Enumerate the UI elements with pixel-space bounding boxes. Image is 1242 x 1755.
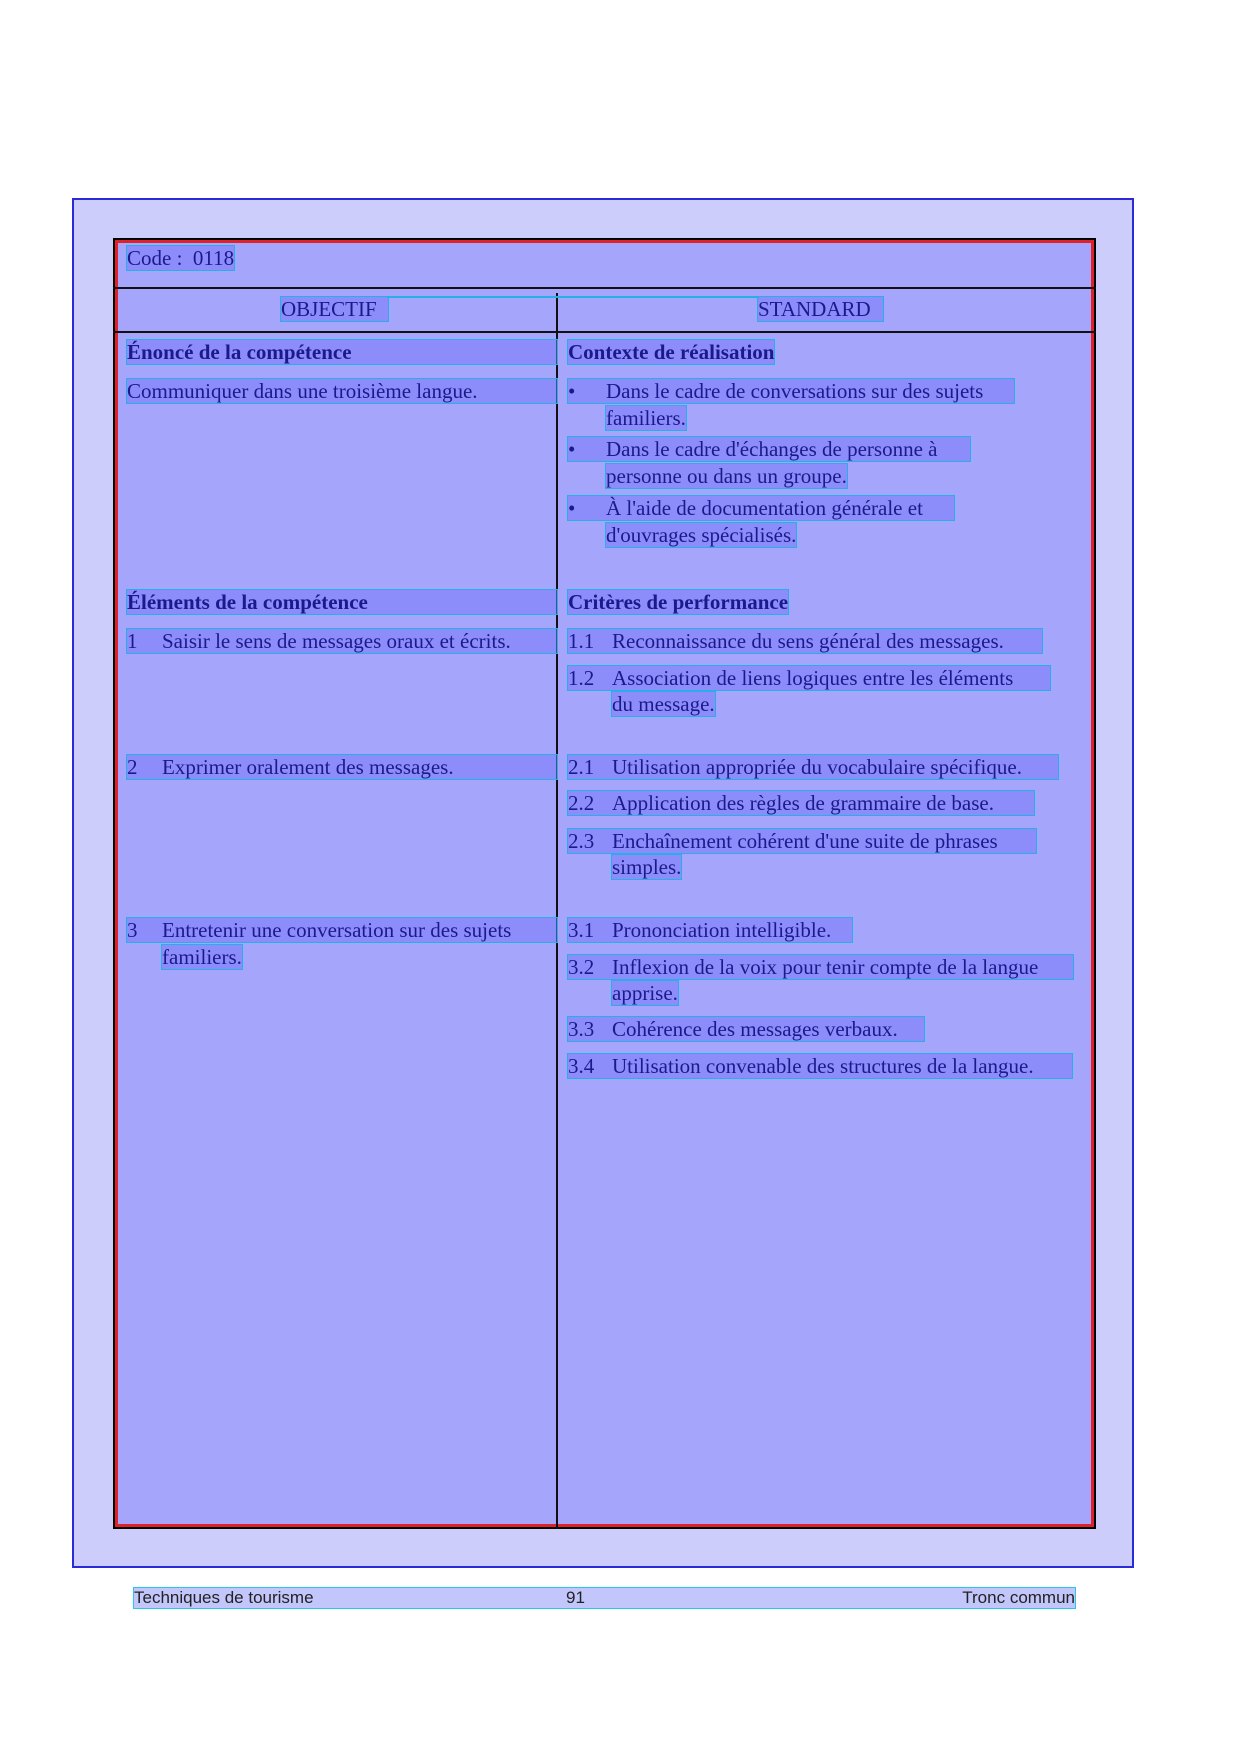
footer-right: Tronc commun: [962, 1588, 1075, 1607]
critere-2-1: 2.1 Utilisation appropriée du vocabulaire spécifique.: [568, 755, 1058, 779]
enonce-title: Énoncé de la compétence: [127, 340, 557, 364]
elements-title: Éléments de la compétence: [127, 590, 557, 614]
table-outline: [113, 238, 1096, 1529]
page-footer: [134, 1588, 1075, 1608]
footer-left: Techniques de tourisme: [134, 1588, 314, 1607]
header-standard: STANDARD: [758, 297, 883, 321]
page-number: 91: [566, 1588, 585, 1607]
element-item-3-cont: familiers.: [162, 945, 242, 969]
header-divider: [113, 287, 1096, 289]
column-header-divider: [113, 331, 1096, 333]
column-divider: [556, 293, 558, 1529]
critere-3-4: 3.4 Utilisation convenable des structures de la langue.: [568, 1054, 1072, 1078]
critere-1-2-cont: du message.: [612, 692, 715, 716]
bullet: •: [568, 437, 576, 461]
criteres-title: Critères de performance: [568, 590, 789, 614]
element-item-1: 1 Saisir le sens de messages oraux et écrits.: [127, 629, 557, 653]
contexte-item-3: • À l'aide de documentation générale et: [568, 496, 954, 520]
bullet: •: [568, 379, 576, 403]
critere-1-2: 1.2 Association de liens logiques entre les éléments: [568, 666, 1050, 690]
critere-2-3: 2.3 Enchaînement cohérent d'une suite de phrases: [568, 829, 1036, 853]
critere-3-2-cont: apprise.: [612, 981, 678, 1005]
contexte-title: Contexte de réalisation: [568, 340, 775, 364]
critere-3-1: 3.1 Prononciation intelligible.: [568, 918, 852, 942]
element-item-2: 2 Exprimer oralement des messages.: [127, 755, 557, 779]
critere-1-1: 1.1 Reconnaissance du sens général des messages.: [568, 629, 1042, 653]
critere-2-2: 2.2 Application des règles de grammaire de base.: [568, 791, 1034, 815]
element-item-3: 3 Entretenir une conversation sur des sujets: [127, 918, 557, 942]
contexte-item-1-cont: familiers.: [606, 406, 686, 430]
bullet: •: [568, 496, 576, 520]
enonce-text: Communiquer dans une troisième langue.: [127, 379, 557, 403]
header-objectif: OBJECTIF: [281, 297, 388, 321]
contexte-item-1: • Dans le cadre de conversations sur des sujets: [568, 379, 1014, 403]
contexte-item-2: • Dans le cadre d'échanges de personne à: [568, 437, 970, 461]
contexte-item-2-cont: personne ou dans un groupe.: [606, 464, 847, 488]
code-label: Code : 0118: [127, 246, 235, 270]
critere-3-2: 3.2 Inflexion de la voix pour tenir compte de la langue: [568, 955, 1073, 979]
contexte-item-3-cont: d'ouvrages spécialisés.: [606, 523, 797, 547]
code-value: 0118: [192, 246, 235, 270]
critere-2-3-cont: simples.: [612, 855, 682, 879]
critere-3-3: 3.3 Cohérence des messages verbaux.: [568, 1017, 924, 1041]
